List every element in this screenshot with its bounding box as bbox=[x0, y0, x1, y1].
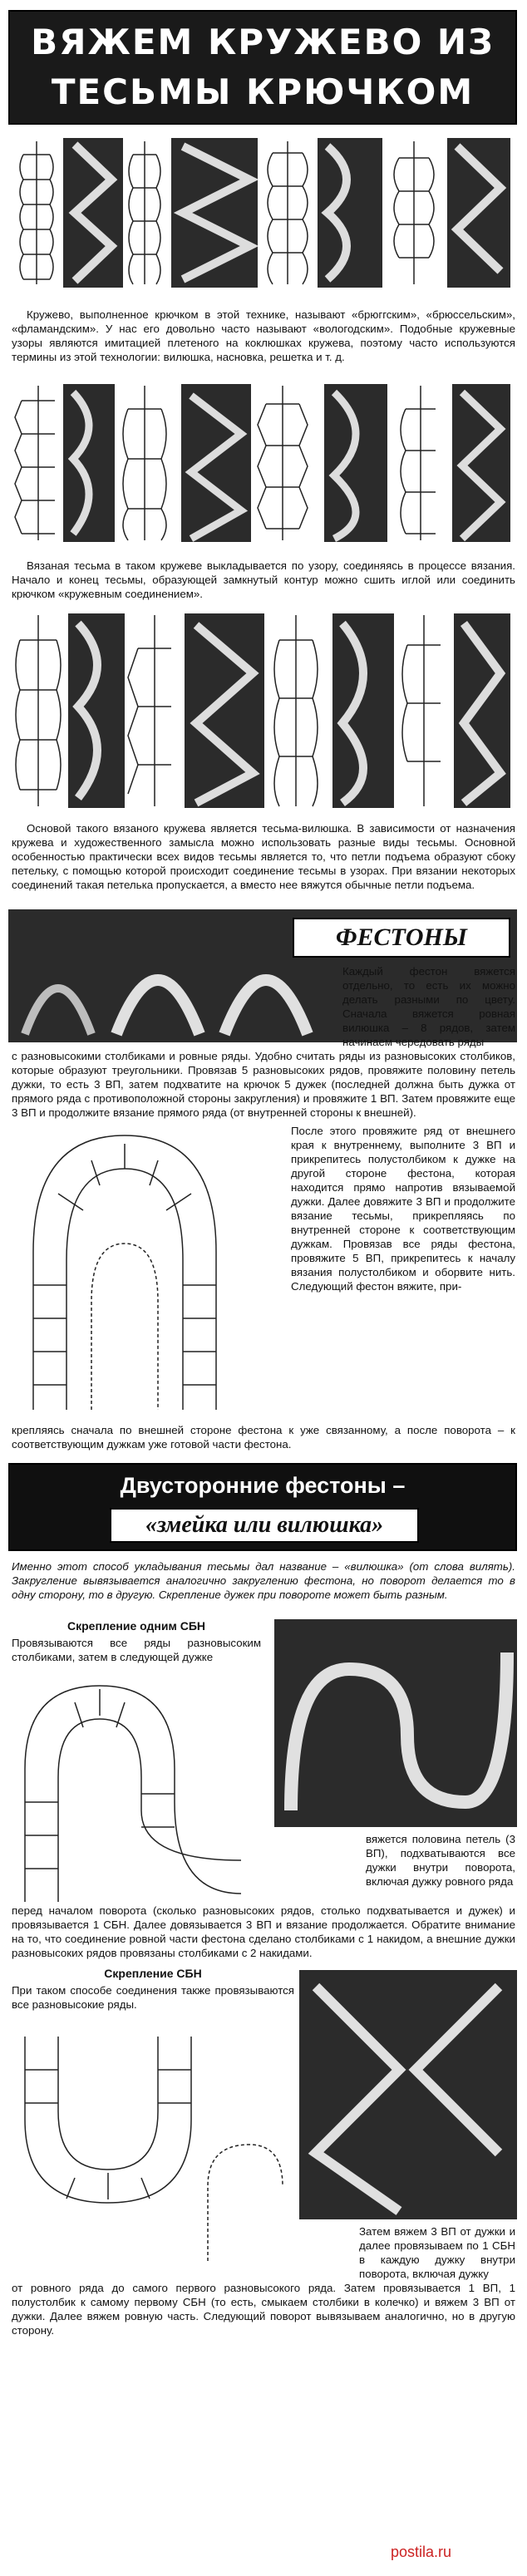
subsection-2-schema bbox=[8, 2020, 291, 2269]
festoons-banner bbox=[293, 918, 510, 958]
schema-4 bbox=[394, 141, 434, 284]
schema-1 bbox=[17, 138, 57, 288]
subsection-2-heading: Скрепление СБН bbox=[104, 1967, 202, 1980]
subsection-2-text-full: от ровного ряда до самого первого разновысокого ряда. Затем провязывается 1 ВП, 1 полустолбик к самому первому СБН (то есть, смыкаем столбики в колечко) и вяжем 3 ВП от дужки. Далее вяжем ровную часть. Следующий поворот вывязываем аналогично, но в другую сторону. bbox=[12, 2282, 515, 2337]
subsection-1-heading: Скрепление одним СБН bbox=[67, 1619, 205, 1633]
schema-12 bbox=[402, 615, 441, 806]
schema-5 bbox=[15, 386, 55, 540]
title-banner bbox=[8, 10, 517, 125]
title-line-1: ВЯЖЕМ КРУЖЕВО ИЗ bbox=[31, 22, 495, 62]
schema-6 bbox=[123, 386, 166, 540]
subsection-2-text: При таком способе соединения также провязываются все разновысокие ряды. bbox=[12, 1984, 294, 2011]
subsection-1-photo bbox=[274, 1619, 517, 1827]
photo-10 bbox=[185, 613, 264, 808]
intro-paragraph-1: Кружево, выполненное крючком в этой технике, называют «брюггским», «брюссельским», «фламандским». У нас его довольно часто называют «вологодским». Подобные кружевные узоры являются имитацией плетеного на коклюшках кружева, поэтому часто используются термины из этой технологии: вилюшка, насновка, решетка и т. д. bbox=[12, 308, 515, 363]
schema-10 bbox=[128, 615, 171, 806]
two-sided-subtitle-box bbox=[110, 1508, 419, 1543]
schema-8 bbox=[401, 386, 436, 540]
two-sided-banner bbox=[8, 1463, 517, 1551]
schema-3 bbox=[268, 141, 308, 284]
subsection-2-text-right: Затем вяжем 3 ВП от дужки и далее провязываем по 1 СБН в каждую дужку внутри поворота, включая дужку bbox=[359, 2225, 515, 2280]
two-sided-heading: Двусторонние фестоны – bbox=[120, 1473, 406, 1498]
subsection-1-schema bbox=[8, 1669, 266, 1910]
intro-paragraph-2: Вязаная тесьма в таком кружеве выкладывается по узору, соединяясь в процессе вязания. Начало и конец тесьмы, образующей замкнутый контур можно сшить иглой или соединить крючком «кружевным соединением». bbox=[12, 559, 515, 600]
festoons-paragraph-tail: крепляясь сначала по внешней стороне фестона к уже связанному, а после поворота – к соответствующим дужкам уже готовой части фестона. bbox=[12, 1424, 515, 1451]
sample-strips-row-3 bbox=[8, 607, 517, 815]
subsection-1-text: Провязываются все ряды разновысоким столбиками, затем в следующей дужке bbox=[12, 1637, 261, 1663]
festoons-paragraph-full: с разновысокими столбиками и ровные ряды. Удобно считать ряды из разновысоких столбиков, которые образуют треугольники. Провязав 5 разновысоких рядов, провяжите половину петель дужки, то есть 3 ВП, затем подхватите на крючок 5 дужек (последней должна быть дужка от прямого ряда с противоположной стороны закругления) и провяжите 1 ВП. Затем провяжите еще 3 ВП и продолжите вязание прямого ряда (от внутренней стороны к внешней). bbox=[12, 1050, 515, 1119]
watermark: postila.ru bbox=[391, 2544, 452, 2560]
schema-2 bbox=[129, 141, 160, 284]
subsection-1-text-right: вяжется половина петель (3 ВП), подхватываются все дужки внутри поворота, включая дужку ровного ряда bbox=[366, 1833, 515, 1888]
two-sided-intro: Именно этот способ укладывания тесьмы дал название – «вилюшка» (от слова вилять). Закругление вывязывается аналогично закруглению фестона, но поворот делается то в одну сторону, то в другую. Скрепление дужек при повороте может быть разным. bbox=[12, 1560, 515, 1601]
subsection-1-text-full: перед началом поворота (сколько разновысоких рядов, столько подхватывается и дужек) и провязывается 1 СБН. Далее довязывается 3 ВП и вязание продолжается. Обратите внимание на то, что соединение ровной части фестона сделано столбиками с 1 накидом, а внешние дужки разновысоких рядов провязаны столбиками с 2 накидами. bbox=[12, 1904, 515, 1959]
title-line-2: ТЕСЬМЫ КРЮЧКОМ bbox=[51, 71, 475, 112]
festoon-schema bbox=[8, 1119, 283, 1418]
photo-6 bbox=[181, 384, 251, 542]
sample-strips-row-1 bbox=[8, 130, 517, 296]
two-sided-subtitle: «змейка или вилюшка» bbox=[145, 1512, 384, 1538]
sample-strips-row-2 bbox=[8, 376, 517, 550]
schema-7 bbox=[258, 386, 308, 540]
festoons-paragraph-side: После этого провяжите ряд от внешнего края к внутреннему, выполните 3 ВП и прикрепитесь полустолбиком к дужке на другой стороне фестона, которая находится прямо напротив вязываемой дужки. Далее довяжите 3 ВП и продолжите вязание тесьмы, прикрепляясь по внутренней стороне к соответствующим дужкам. Провязав все ряды фестона, провяжите 5 ВП, прикрепитесь к началу вязания полустолбиком и оборвите нить. Следующий фестон вяжите, при- bbox=[291, 1125, 515, 1293]
photo-5 bbox=[63, 384, 115, 542]
subsection-2-photo bbox=[299, 1970, 517, 2219]
schema-11 bbox=[274, 615, 318, 806]
festoons-title: ФЕСТОНЫ bbox=[336, 924, 467, 951]
schema-9 bbox=[16, 615, 61, 806]
festoons-paragraph-right: Каждый фестон вяжется отдельно, то есть их можно делать разными по цвету. Сначала вяжется ровная вилюшка – 8 рядов, затем начинаем чередовать ряды bbox=[342, 965, 515, 1048]
intro-paragraph-3: Основой такого вязаного кружева является тесьма-вилюшка. В зависимости от назначения кружева и художественного замысла можно использовать разные виды тесьмы. Основной особенностью практически всех видов тесьмы является то, что петли подъема образуют сбоку петельку, с помощью которой происходит соединение тесьмы в узорах. При вязании некоторых соединений такая петелька пропускается, а вместо нее вяжутся обычные петли подъема. bbox=[12, 822, 515, 891]
